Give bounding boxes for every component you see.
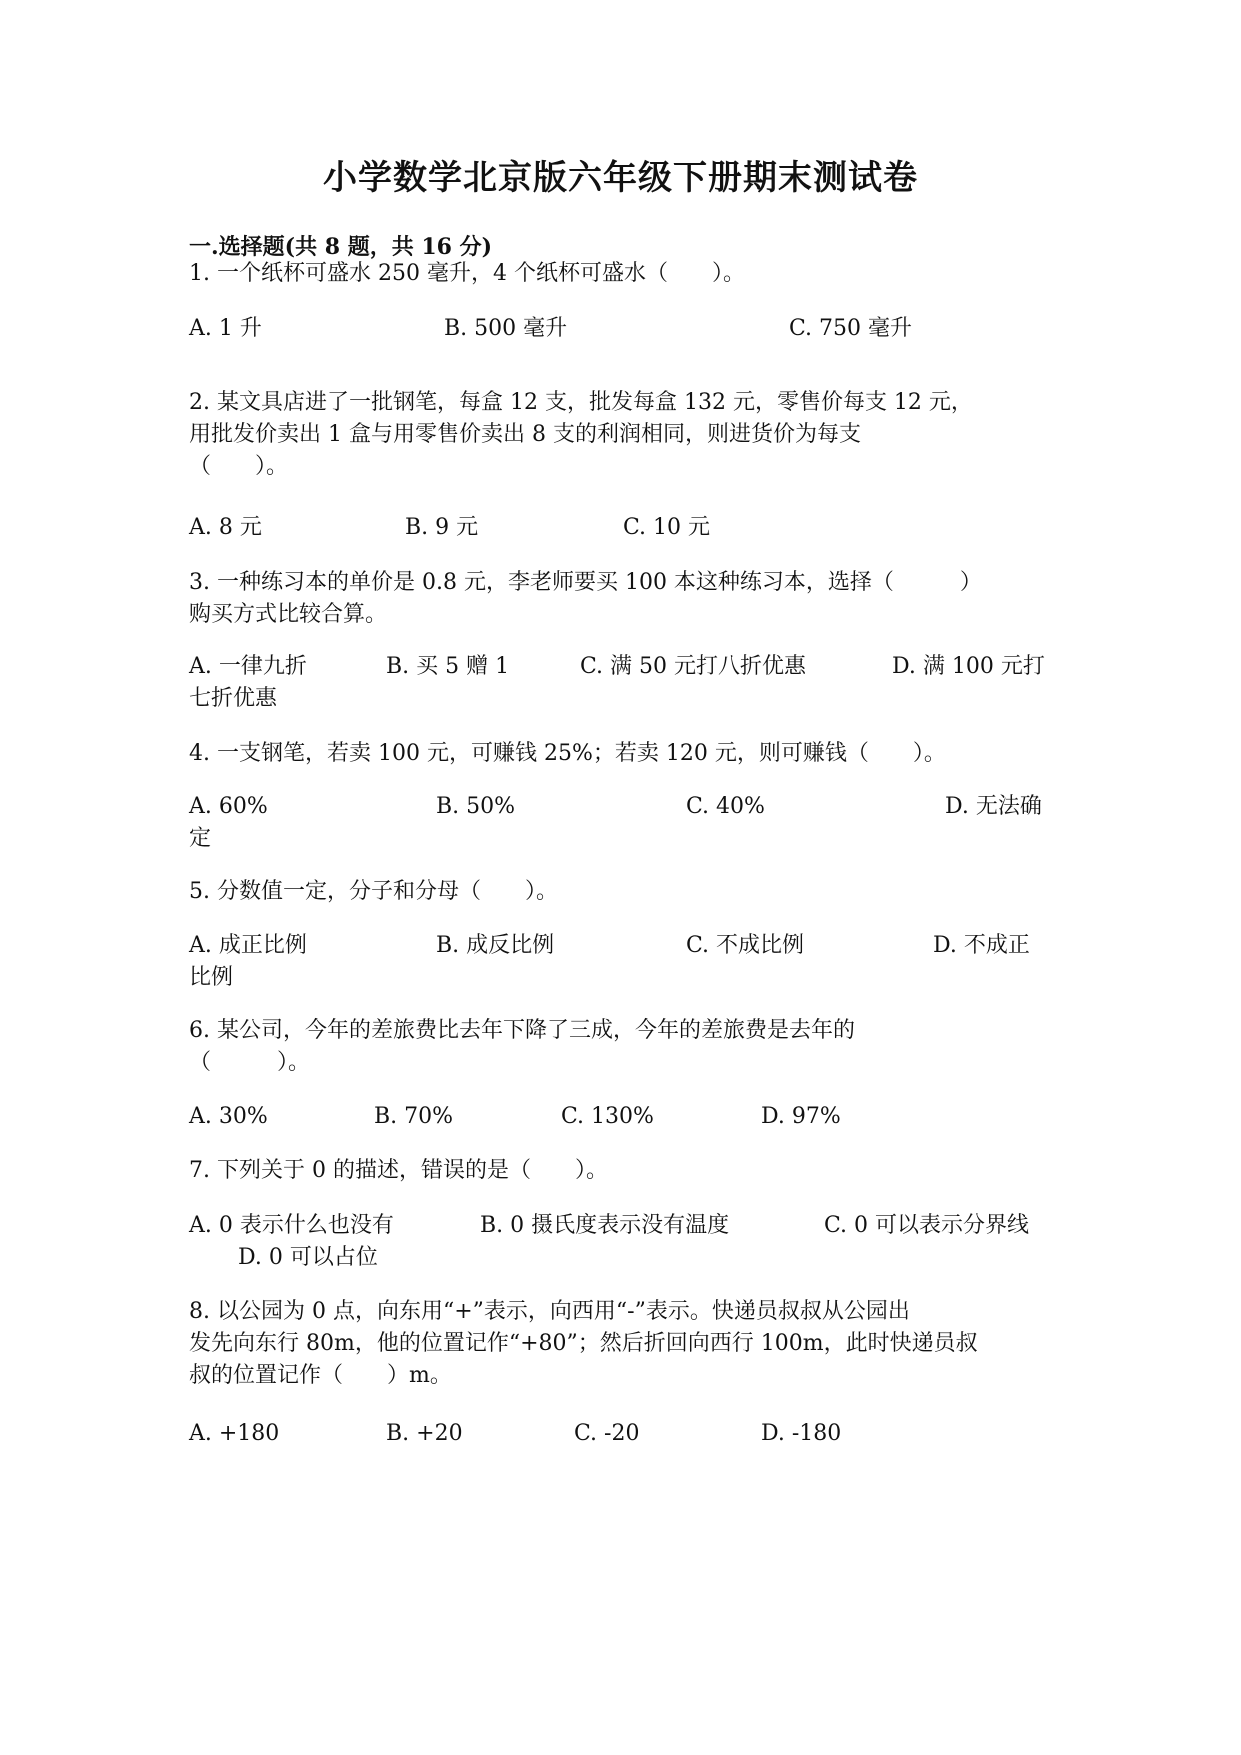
question-4-option-d: D. 无法确 [945, 794, 1042, 819]
question-1-option-a: A. 1 升 [189, 316, 262, 341]
question-6-option-d: D. 97% [761, 1104, 841, 1129]
question-3-line-2: 购买方式比较合算。 [189, 602, 388, 627]
question-2-option-a: A. 8 元 [189, 515, 262, 540]
question-6-option-a: A. 30% [189, 1104, 268, 1129]
question-6-line-1: 6. 某公司，今年的差旅费比去年下降了三成，今年的差旅费是去年的 [189, 1018, 855, 1043]
question-2-option-b: B. 9 元 [405, 515, 479, 540]
question-4-option-b: B. 50% [436, 794, 516, 819]
question-2-line-3: （ ）。 [189, 454, 289, 479]
question-8-line-1: 8. 以公园为 0 点，向东用“+”表示，向西用“-”表示。快递员叔叔从公园出 [189, 1299, 910, 1324]
question-1-option-b: B. 500 毫升 [444, 316, 568, 341]
question-5-option-d: D. 不成正 [933, 933, 1030, 958]
question-6-option-c: C. 130% [561, 1104, 654, 1129]
question-3-line-1: 3. 一种练习本的单价是 0.8 元，李老师要买 100 本这种练习本，选择（ ） [189, 570, 982, 595]
question-5-option-a: A. 成正比例 [189, 933, 307, 958]
question-6-line-2: （ ）。 [189, 1050, 311, 1075]
question-7-text: 7. 下列关于 0 的描述，错误的是（ ）。 [189, 1158, 608, 1183]
question-8-option-d: D. -180 [761, 1421, 842, 1446]
question-7-option-b: B. 0 摄氏度表示没有温度 [480, 1213, 730, 1238]
question-8-line-2: 发先向东行 80m，他的位置记作“+80”；然后折回向西行 100m，此时快递员叔 [189, 1331, 978, 1356]
question-4-option-a: A. 60% [189, 794, 268, 819]
page-title: 小学数学北京版六年级下册期末测试卷 [323, 158, 918, 198]
question-4-text: 4. 一支钢笔，若卖 100 元，可赚钱 25%；若卖 120 元，则可赚钱（ ）。 [189, 741, 946, 766]
question-2-line-2: 用批发价卖出 1 盒与用零售价卖出 8 支的利润相同，则进货价为每支 [189, 422, 861, 447]
question-8-option-a: A. +180 [189, 1421, 280, 1446]
question-3-option-d-wrap: 七折优惠 [189, 686, 278, 711]
question-4-option-d-wrap: 定 [189, 826, 212, 851]
question-3-option-c: C. 满 50 元打八折优惠 [580, 654, 807, 679]
question-3-option-d: D. 满 100 元打 [892, 654, 1045, 679]
section-heading: 一.选择题(共 8 题，共 16 分) [189, 234, 493, 260]
question-5-text: 5. 分数值一定，分子和分母（ ）。 [189, 879, 558, 904]
question-8-option-b: B. +20 [386, 1421, 463, 1446]
question-8-option-c: C. -20 [574, 1421, 640, 1446]
question-2-line-1: 2. 某文具店进了一批钢笔，每盒 12 支，批发每盒 132 元，零售价每支 12 元， [189, 390, 973, 415]
question-4-option-c: C. 40% [686, 794, 765, 819]
question-2-option-c: C. 10 元 [623, 515, 711, 540]
question-3-option-a: A. 一律九折 [189, 654, 307, 679]
question-7-option-a: A. 0 表示什么也没有 [189, 1213, 394, 1238]
question-6-option-b: B. 70% [374, 1104, 454, 1129]
question-8-line-3: 叔的位置记作（ ）m。 [189, 1363, 452, 1388]
question-1-text: 1. 一个纸杯可盛水 250 毫升，4 个纸杯可盛水（ ）。 [189, 261, 745, 286]
question-5-option-c: C. 不成比例 [686, 933, 805, 958]
question-7-option-c: C. 0 可以表示分界线 [824, 1213, 1030, 1238]
question-1-option-c: C. 750 毫升 [789, 316, 913, 341]
question-5-option-d-wrap: 比例 [189, 965, 234, 990]
question-7-option-d: D. 0 可以占位 [238, 1245, 378, 1270]
question-5-option-b: B. 成反比例 [436, 933, 555, 958]
question-3-option-b: B. 买 5 赠 1 [386, 654, 510, 679]
